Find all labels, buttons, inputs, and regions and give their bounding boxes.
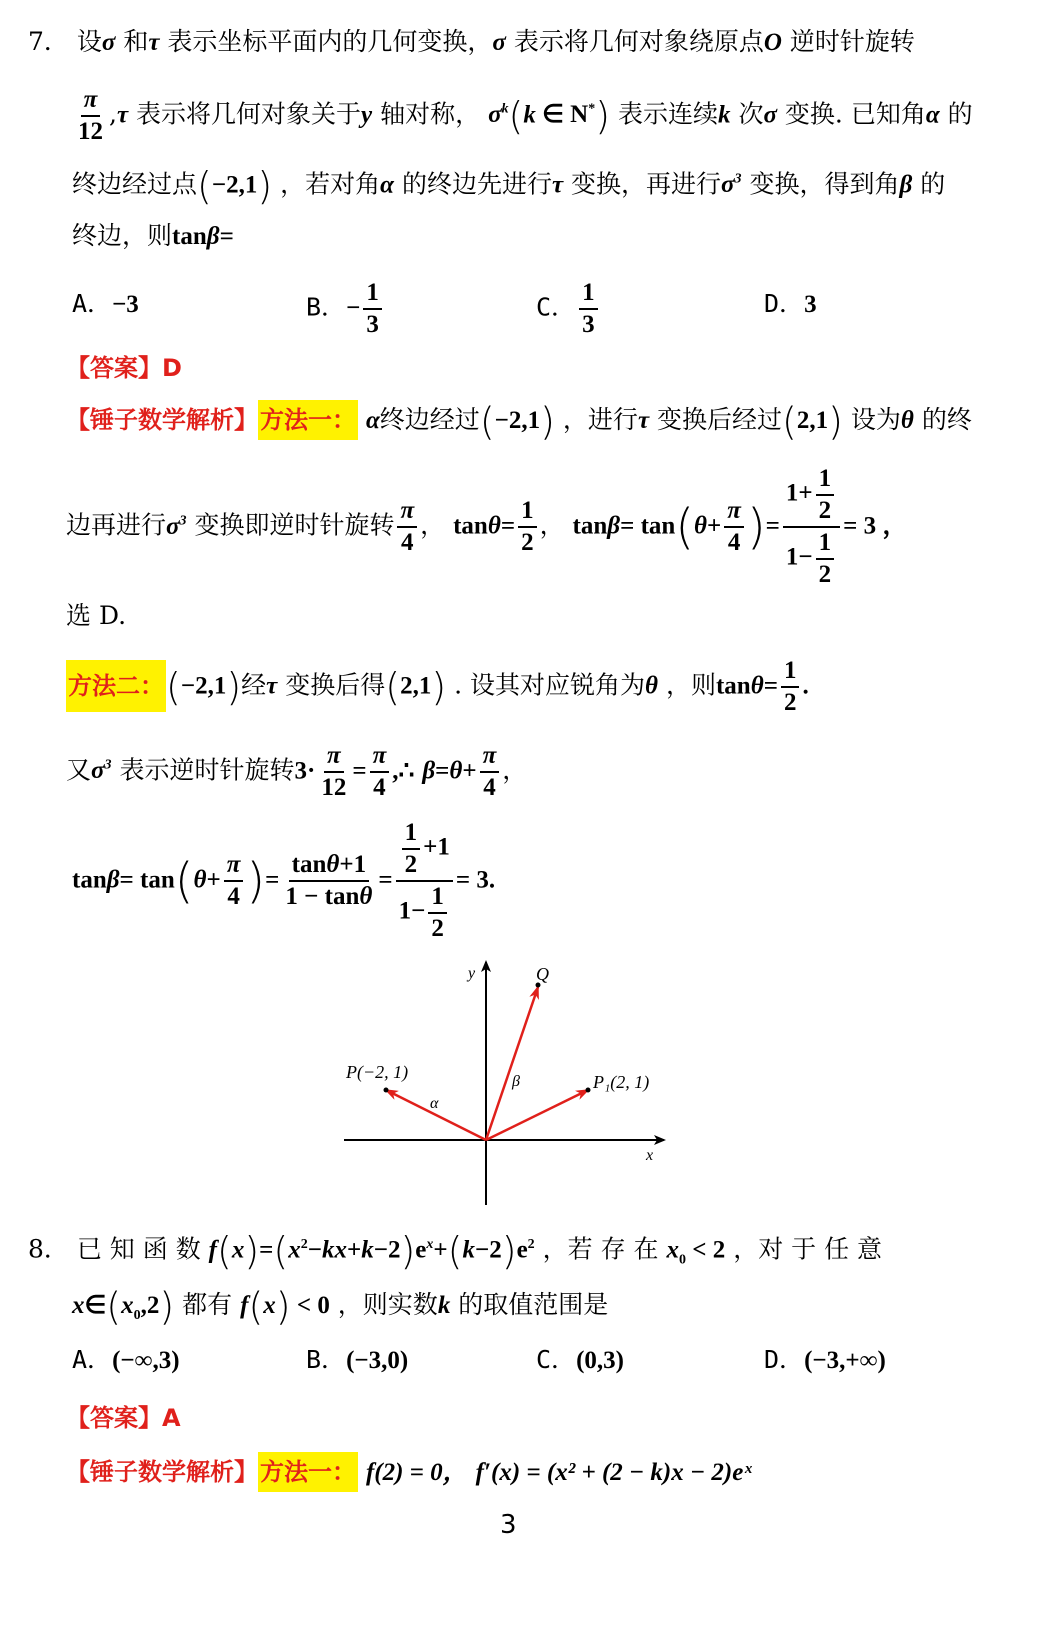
q8-option-b: B．(−3,0) (306, 1345, 409, 1374)
q7-line-2: $\frac{\pi}{12}$ ,τ 表示将几何对象关于y 轴对称， $\sigma^k(k$ ∈ N*) 表示连续k 次σ 变换. 已知角α 的 (78, 85, 973, 145)
q7-line-1: 7． 设σ 和τ 表示坐标平面内的几何变换，σ 表示将几何对象绕原点O 逆时针旋转 (28, 27, 915, 56)
q7-method2-highlight: 方法二： (66, 660, 166, 712)
q7-line-3: 终边经过点(−2,1) ，若对角α 的终边先进行τ 变换，再进行$\sigma^3$ 变换，得到角β 的 (72, 163, 946, 208)
x-axis-label: x (646, 1147, 654, 1164)
q8-option-c: C．(0,3) (536, 1345, 624, 1374)
q7-method1-line-2: 边再进行$\sigma^3$ 变换即逆时针旋转 $\frac{\pi}{4}$ ， tanθ= $\frac{1}{2}$ ， tanβ= tan(θ+ $\frac{\pi}{4}$ )= 1+ $\frac{1}{2}$ 1− $\frac{1}{2}$ = 3 ， (66, 465, 908, 588)
q7-method2-line-2: 又$\sigma^3$ 表示逆时针旋转3· $\frac{\pi}{12}$ = $\frac{\pi}{4}$ ,∴ β=θ+ $\frac{\pi}{4}$ ， (66, 741, 528, 801)
page-number: 3 (500, 1510, 517, 1540)
q7-option-d: D．3 (764, 289, 817, 318)
q7-number: 7． (28, 27, 69, 56)
y-axis-label: y (468, 965, 476, 982)
point-p1 (586, 1088, 591, 1093)
label-beta: β (512, 1073, 520, 1090)
q7-method1-conclusion: 选 D. (66, 601, 127, 630)
q8-answer-tag: 【答案】A (66, 1404, 181, 1432)
q8-line-1: 8． 已 知 函 数 $f(x)=(x^2-kx+k-2)e^x+(k-2)e^2$ ，若 存 在 $x_0 < 2$ ，对 于 任 意 (28, 1228, 883, 1273)
label-q: Q (536, 964, 549, 984)
q7-line-4: 终边，则tanβ= (72, 221, 234, 250)
q7-option-a: A．−3 (72, 289, 139, 318)
label-p: P(−2, 1) (346, 1062, 409, 1082)
q8-option-a: A．(−∞,3) (72, 1345, 180, 1374)
q7-method1-line-1: 【锤子数学解析】方法一： α终边经过(−2,1) ，进行τ 变换后经过(2,1) 设为θ 的终 (66, 399, 972, 444)
coordinate-figure (330, 950, 680, 1210)
q7-analysis-tag: 【锤子数学解析】 (66, 406, 258, 434)
q7-answer-tag: 【答案】D (66, 354, 182, 382)
q8-method1-highlight: 方法一： (258, 1452, 358, 1492)
q8-method1-line: 【锤子数学解析】方法一： f(2) = 0， f′(x) = (x² + (2 − k)x − 2)eˣ (66, 1456, 752, 1489)
q8-analysis-tag: 【锤子数学解析】 (66, 1458, 258, 1486)
q8-number: 8． (28, 1234, 69, 1264)
q7-method2-line-3: tanβ= tan(θ+ $\frac{\pi}{4}$ )= $\frac{\tan\theta+1}{1 - \tan\theta}$ = $\frac{1}{2}$ +1 1− $\frac{1}{2}$ = 3. (72, 819, 496, 942)
q7-option-b: B．− $\frac{1}{3}$ (306, 278, 385, 340)
q7-method1-highlight: 方法一： (258, 400, 358, 440)
q7-method2-line-1: 方法二：(−2,1)经τ 变换后得(2,1) . 设其对应锐角为θ ，则tanθ= $\frac{1}{2}$ . (68, 657, 809, 716)
point-p (384, 1088, 389, 1093)
q7-option-c: C． $\frac{1}{3}$ (536, 278, 601, 340)
label-alpha: α (430, 1095, 439, 1112)
q8-option-d: D．(−3,+∞) (764, 1345, 886, 1374)
q8-line-2: $x\in(x_0,2)$ 都有 f(x) < 0 ，则实数k 的取值范围是 (72, 1284, 609, 1329)
label-p1: P₁(2, 1) (593, 1072, 650, 1092)
